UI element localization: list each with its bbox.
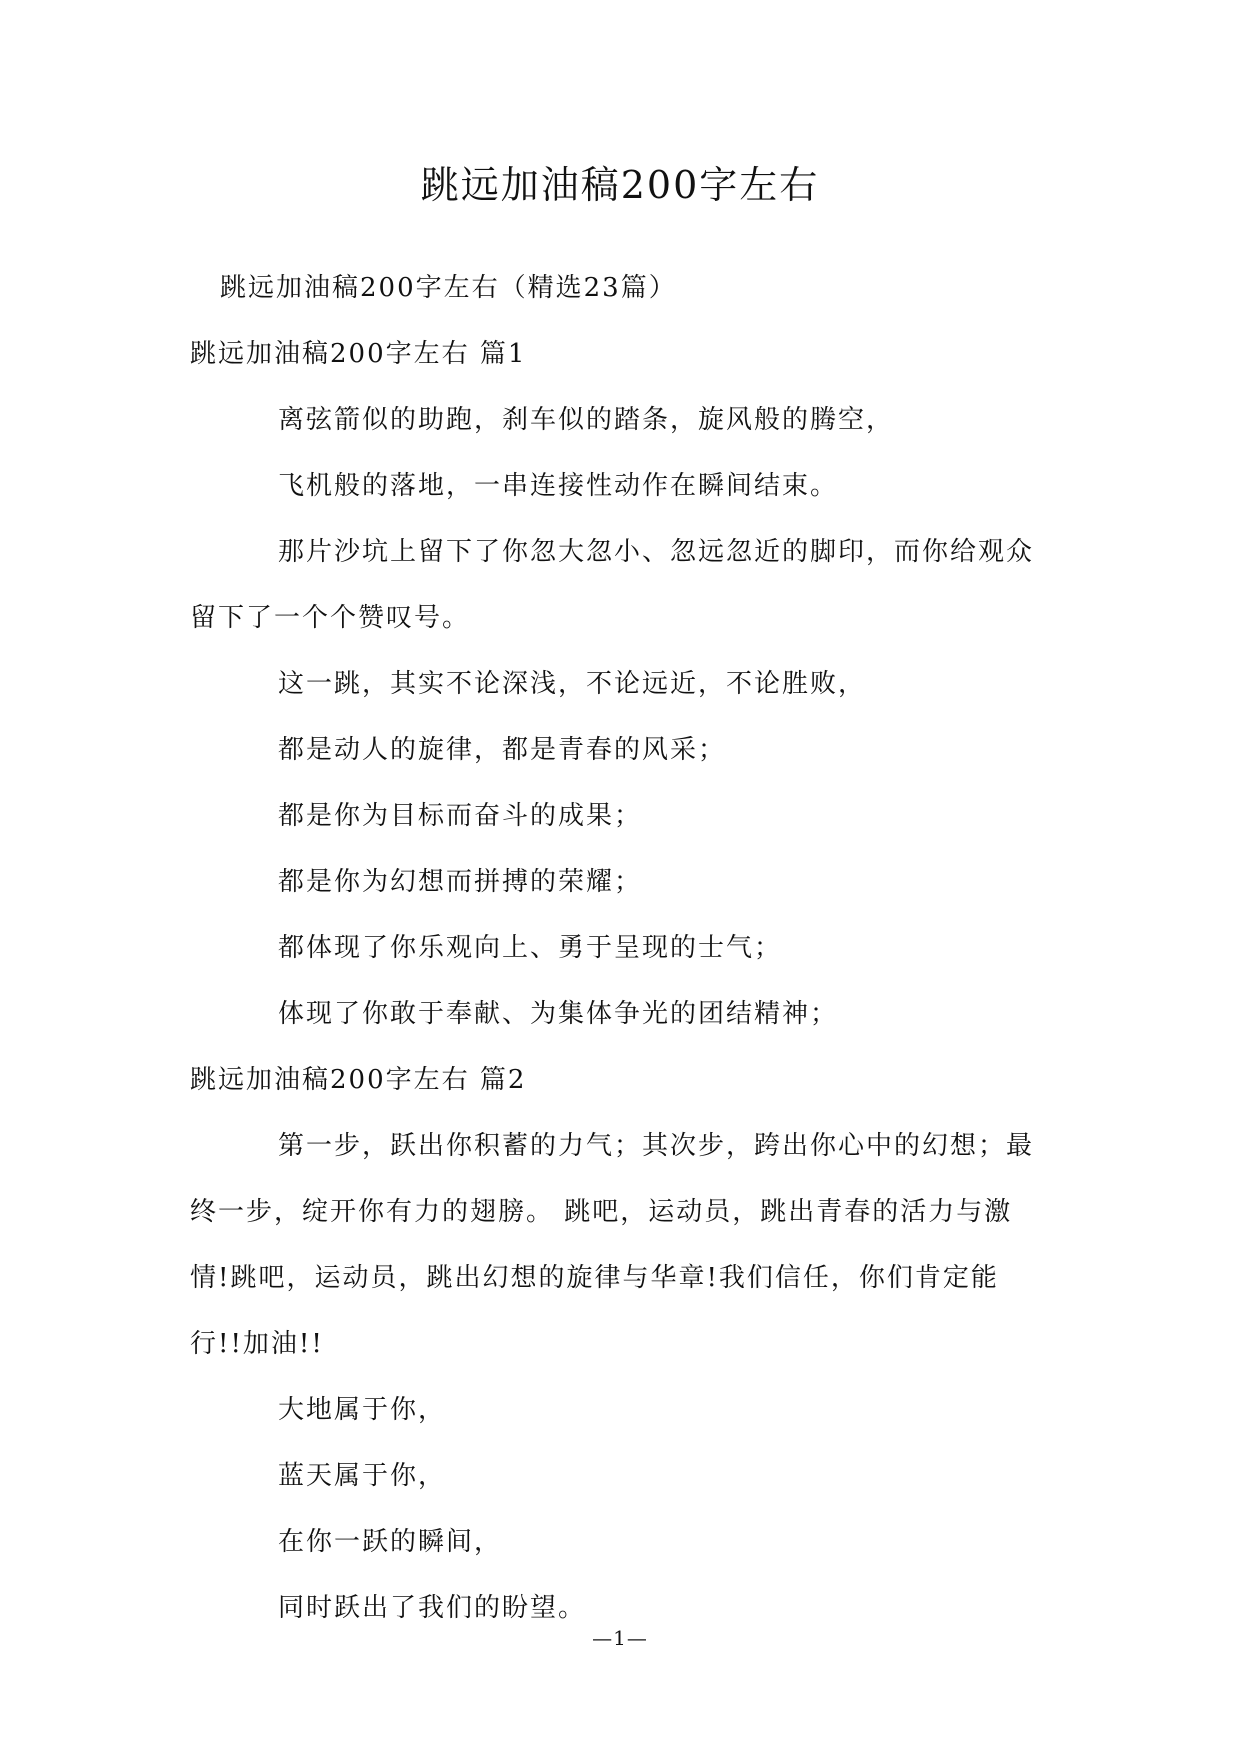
paragraph: 这一跳，其实不论深浅，不论远近，不论胜败， (278, 669, 867, 699)
paragraph: 那片沙坑上留下了你忽大忽小、忽远忽近的脚印，而你给观众留下了一个个赞叹号。 (190, 537, 1035, 633)
paragraph: 大地属于你， (278, 1395, 447, 1425)
paragraph: 都是你为幻想而拼搏的荣耀； (278, 867, 643, 897)
section-heading: 跳远加油稿200字左右 篇1 (190, 339, 527, 369)
paragraph: 在你一跃的瞬间， (278, 1527, 503, 1557)
page-number: —1— (592, 1626, 648, 1650)
paragraph: 同时跃出了我们的盼望。 (278, 1593, 587, 1623)
paragraph: 都体现了你乐观向上、勇于呈现的士气； (278, 933, 783, 963)
paragraph: 第一步，跃出你积蓄的力气；其次步，跨出你心中的幻想；最终一步，绽开你有力的翅膀。 跳吧，运动员，跳出青春的活力与激情!跳吧，运动员，跳出幻想的旋律与华章!我们信任，你们肯定能行!!加油!! (190, 1131, 1035, 1359)
paragraph: 体现了你敢于奉献、为集体争光的团结精神； (278, 999, 839, 1029)
paragraph: 离弦箭似的助跑，刹车似的踏条，旋风般的腾空， (278, 405, 895, 435)
document-body (190, 255, 1050, 1641)
paragraph: 都是你为目标而奋斗的成果； (278, 801, 643, 831)
document-title: 跳远加油稿200字左右 (420, 163, 820, 207)
document-subtitle: 跳远加油稿200字左右（精选23篇） (220, 273, 677, 303)
section-heading: 跳远加油稿200字左右 篇2 (190, 1065, 527, 1095)
paragraph: 都是动人的旋律，都是青春的风采； (278, 735, 727, 765)
paragraph: 飞机般的落地，一串连接性动作在瞬间结束。 (278, 471, 839, 501)
paragraph: 蓝天属于你， (278, 1461, 447, 1491)
